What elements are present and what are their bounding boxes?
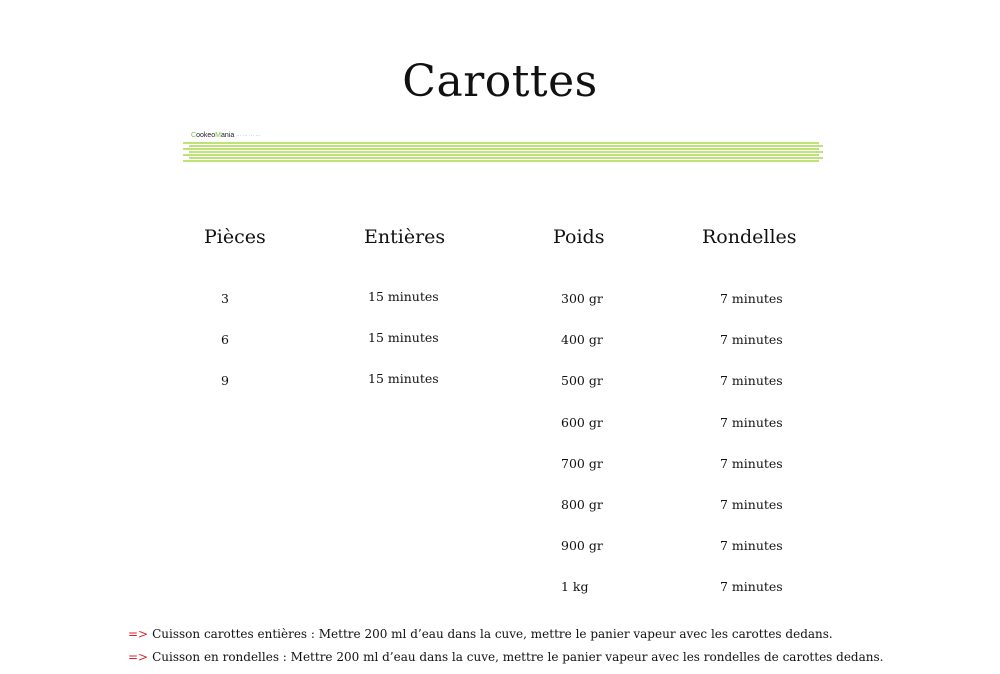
cell-rondelles-time: 7 minutes bbox=[720, 291, 783, 306]
cell-pieces: 6 bbox=[221, 332, 229, 347]
note-whole bbox=[128, 627, 833, 641]
cell-rondelles-time: 7 minutes bbox=[720, 332, 783, 348]
cell-rondelles-time: 7 minutes bbox=[720, 579, 783, 595]
brand-accent: M bbox=[215, 132, 221, 139]
note-sliced bbox=[128, 650, 883, 664]
brand-part2: ania bbox=[220, 132, 235, 139]
note-arrow: => bbox=[128, 650, 149, 664]
header-rondelles: Rondelles bbox=[702, 226, 797, 248]
cell-weight: 1 kg bbox=[561, 579, 589, 595]
note-arrow: => bbox=[128, 627, 149, 641]
brand-part1: ookeo bbox=[196, 132, 216, 139]
page-title: Carottes bbox=[402, 56, 598, 107]
brand-tagline: ··· ··· ··· ··· bbox=[236, 133, 261, 139]
header-pieces: Pièces bbox=[204, 226, 266, 248]
header-entieres: Entières bbox=[364, 226, 446, 248]
cell-pieces: 9 bbox=[221, 373, 229, 388]
cell-weight: 400 gr bbox=[561, 332, 603, 348]
cell-weight: 700 gr bbox=[561, 455, 603, 471]
header-poids: Poids bbox=[553, 226, 605, 248]
brand-prefix: C bbox=[191, 132, 197, 139]
cell-rondelles-time: 7 minutes bbox=[720, 497, 783, 512]
cell-pieces: 3 bbox=[221, 291, 229, 306]
cell-rondelles-time: 7 minutes bbox=[720, 455, 783, 471]
cell-weight: 800 gr bbox=[561, 497, 603, 512]
cell-rondelles-time: 7 minutes bbox=[720, 538, 783, 554]
cell-entieres-time: 15 minutes bbox=[368, 371, 439, 386]
cell-rondelles-time: 7 minutes bbox=[720, 414, 783, 430]
decorative-stripes bbox=[183, 141, 823, 163]
note-text: Cuisson en rondelles : Mettre 200 ml d’eau dans la cuve, mettre le panier vapeur avec les rondelles de carottes dedans. bbox=[152, 650, 884, 664]
cell-weight: 600 gr bbox=[561, 414, 603, 430]
cell-rondelles-time: 7 minutes bbox=[720, 373, 783, 389]
cell-weight: 300 gr bbox=[561, 291, 603, 306]
note-text: Cuisson carottes entières : Mettre 200 ml d’eau dans la cuve, mettre le panier vapeur avec les carottes dedans. bbox=[152, 627, 833, 641]
cell-entieres-time: 15 minutes bbox=[368, 330, 439, 345]
cell-entieres-time: 15 minutes bbox=[368, 289, 439, 304]
cell-weight: 900 gr bbox=[561, 538, 603, 554]
brand-logo bbox=[191, 132, 260, 139]
cell-weight: 500 gr bbox=[561, 373, 603, 389]
